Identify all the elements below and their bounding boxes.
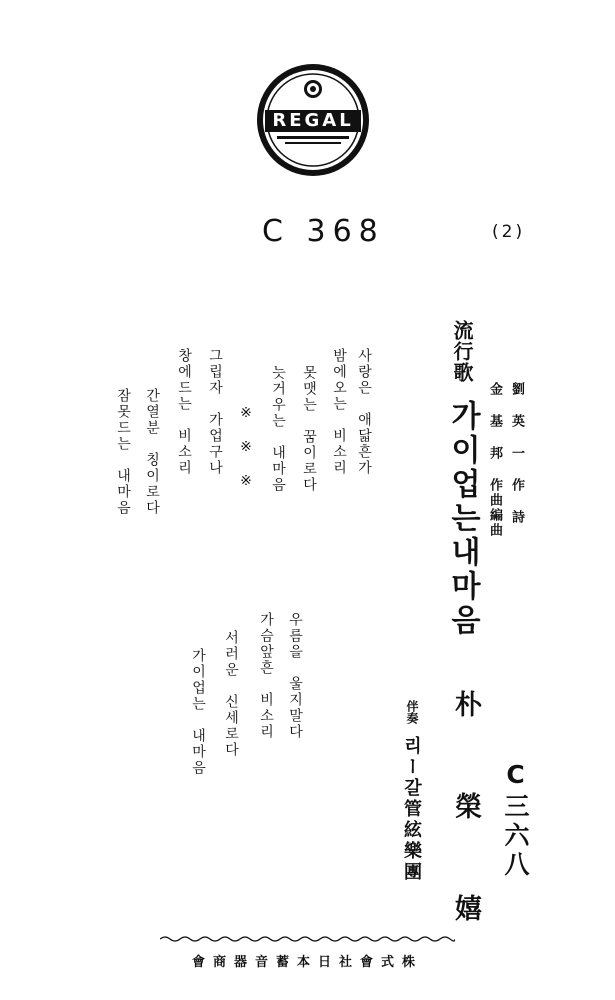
lyric-line: 창에드는 비소리 — [176, 348, 192, 476]
song-title: 가이업는내마음 — [445, 400, 480, 638]
performer-label: 伴奏 — [405, 700, 419, 724]
catalog-number: C 368 — [262, 214, 385, 249]
lyric-line: 늣거우는 내마음 — [270, 365, 286, 493]
lyric-line: 못맷는 꿈이로다 — [301, 365, 317, 493]
lyric-line: 밤에오는 비소리 — [331, 348, 347, 476]
catalog-number-vertical: C三六八 — [501, 760, 530, 880]
performer-name: 리ー갈管絃樂團 — [401, 736, 422, 883]
logo-text: REGAL — [272, 110, 354, 131]
footer-wavy-rule — [160, 935, 455, 943]
lyric-line: 잠못드는 내마음 — [115, 388, 131, 516]
lyric-line: 우름을 울지말다 — [287, 612, 303, 740]
side-number: (2) — [492, 222, 526, 242]
lyric-line: 그립자 가업구나 — [207, 348, 223, 476]
company-name: 會商器音蓄本日社會式株 — [191, 955, 423, 970]
genre-label: 流行歌 — [450, 320, 474, 383]
composer-credit: 金 基 邦 作曲編曲 — [487, 382, 502, 538]
lyric-line: 간열분 칭이로다 — [144, 388, 160, 516]
lyric-line: 사랑은 애닯흔가 — [356, 348, 372, 476]
lyric-separator: ※ ※ ※ — [238, 405, 254, 491]
lyric-line: 가슴앞흔 비소리 — [258, 612, 274, 740]
regal-logo — [255, 62, 371, 178]
lyricist-credit: 劉 英 一 作 詩 — [509, 382, 524, 525]
singer-name: 朴 榮 嬉 — [450, 690, 481, 943]
lyric-line: 서러운 신세로다 — [223, 630, 239, 758]
lyric-line: 가이업는 내마음 — [190, 648, 206, 776]
